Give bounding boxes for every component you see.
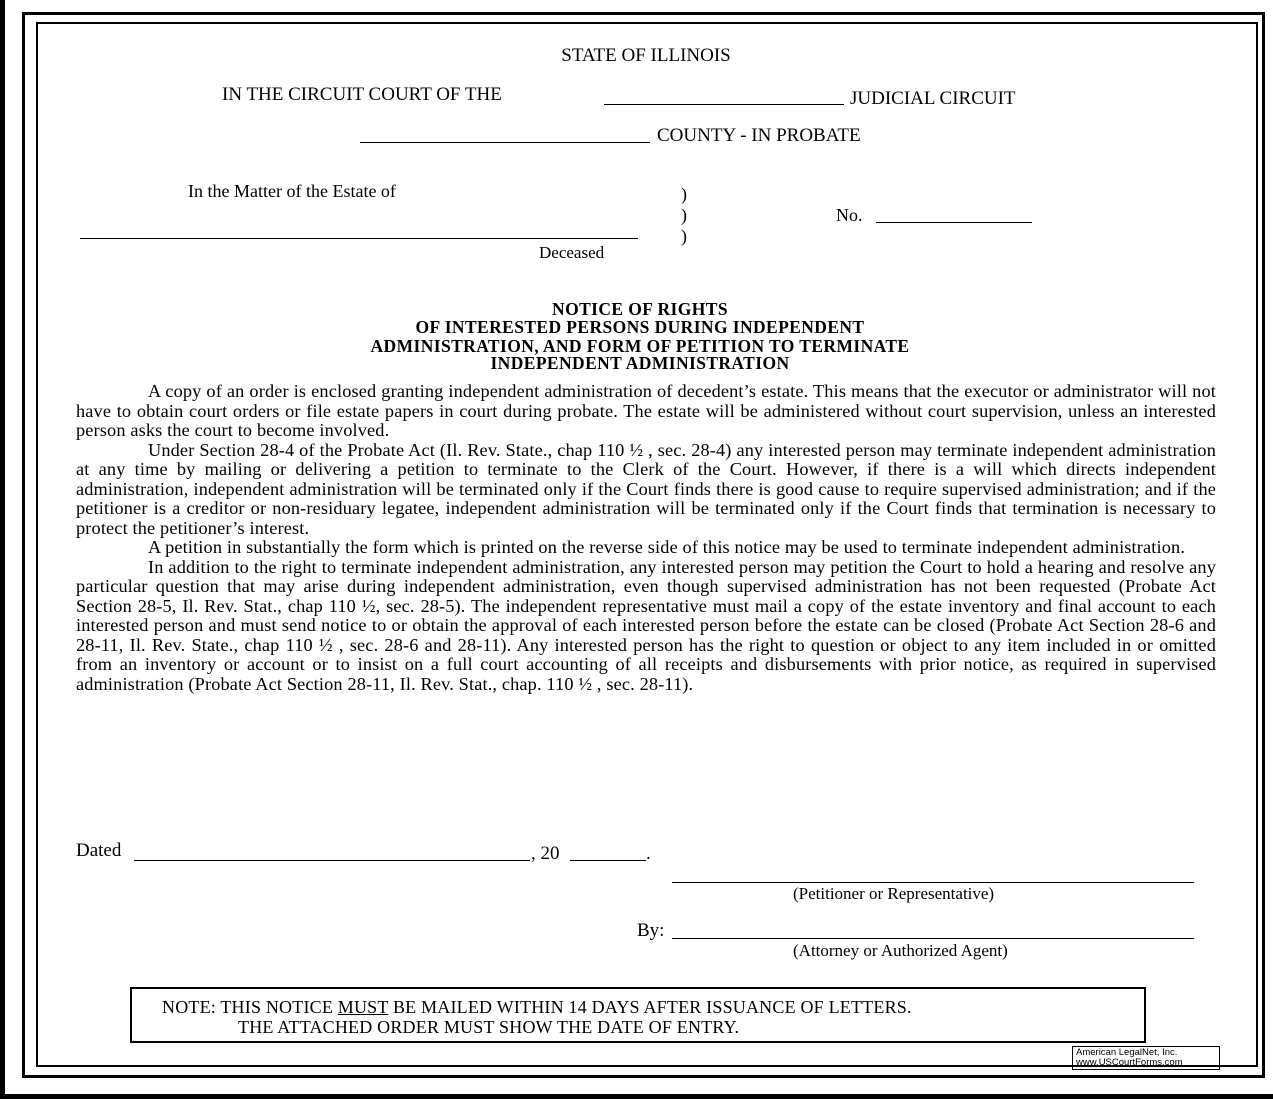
deceased-label: Deceased bbox=[539, 243, 605, 262]
case-number-label: No. bbox=[836, 205, 863, 225]
paragraph-additional-rights: In addition to the right to terminate independent administration, any interested person may petition the Court to hold a hearing and resolve any particular question that may arise during independent administration, even though supervised administration has not been requested (Probate Act Section 28-5, Il. Rev. Stat., chap 110 ½, sec. 28-5). The independent representative must mail a copy of the estate inventory and final account to each interested person and must send notice to or obtain the approval of each interested person before the estate can be closed (Probate Act Section 28-6 and 28-11, Il. Rev. State., chap 110 ½ , sec. 28-6 and 28-11). Any interested person has the right to question or object to any item included in or omitted from an inventory or account or to insist on a full court accounting of all receipts and disbursements with prior notice, as required in supervised administration (Probate Act Section 28-11, Il. Rev. Stat., chap. 110 ½ , sec. 28-11). bbox=[76, 556, 1216, 694]
scan-edge-left bbox=[0, 0, 5, 1099]
dated-label: Dated bbox=[76, 840, 122, 861]
note-line-1 bbox=[162, 997, 912, 1018]
caption-paren-1: ) bbox=[681, 184, 687, 204]
county-field[interactable] bbox=[360, 142, 650, 143]
caption-paren-2: ) bbox=[681, 205, 687, 225]
notice-title-line-1: NOTICE OF RIGHTS bbox=[552, 299, 728, 319]
note-must: MUST bbox=[337, 997, 389, 1017]
paragraph-independent-administration: A copy of an order is enclosed granting independent administration of decedent’s estate. This means that the executor or administrator will not have to obtain court orders or file estate papers in court during probate. The estate will be administered without court supervision, unless an interested person asks the court to become involved. bbox=[76, 381, 1216, 440]
scan-edge-bottom bbox=[0, 1094, 1273, 1099]
petitioner-signature-field[interactable] bbox=[672, 882, 1194, 883]
publisher-logo bbox=[1072, 1046, 1220, 1070]
estate-matter-label: In the Matter of the Estate of bbox=[188, 181, 396, 201]
notice-body bbox=[76, 382, 1216, 694]
note-prefix: NOTE: THIS NOTICE bbox=[162, 997, 334, 1017]
petitioner-label: (Petitioner or Representative) bbox=[793, 884, 995, 903]
judicial-circuit-field[interactable] bbox=[604, 104, 844, 105]
year-field[interactable] bbox=[570, 860, 646, 861]
caption-paren-3: ) bbox=[681, 226, 687, 246]
notice-title-line-3: ADMINISTRATION, AND FORM OF PETITION TO TERMINATE bbox=[370, 336, 910, 356]
paragraph-section-28-4: Under Section 28-4 of the Probate Act (Il. Rev. State., chap 110 ½ , sec. 28-4) any interested person may terminate independent administration at any time by mailing or delivering a petition to terminate to the Clerk of the Court. However, if there is a will which directs independent administration, independent administration will be terminated only if the Court finds there is good cause to require supervised administration; and if the petitioner is a creditor or non-residuary legatee, independent administration will be terminated only if the Court finds that termination is necessary to protect the petitioner’s interest. bbox=[76, 439, 1216, 538]
dated-period: . bbox=[646, 843, 651, 864]
dated-field[interactable] bbox=[134, 860, 530, 861]
year-prefix: , 20 bbox=[531, 843, 560, 864]
by-label: By: bbox=[637, 920, 665, 941]
note-suffix: BE MAILED WITHIN 14 DAYS AFTER ISSUANCE OF LETTERS. bbox=[392, 997, 912, 1017]
decedent-name-field[interactable] bbox=[80, 238, 638, 239]
county-label: COUNTY - IN PROBATE bbox=[657, 125, 861, 146]
mailing-note-box bbox=[130, 987, 1146, 1043]
publisher-name: American LegalNet, Inc. bbox=[1076, 1047, 1178, 1058]
notice-title-line-4: INDEPENDENT ADMINISTRATION bbox=[490, 353, 790, 373]
publisher-url: www.USCourtForms.com bbox=[1076, 1057, 1183, 1068]
paragraph-petition-form: A petition in substantially the form which is printed on the reverse side of this notice may be used to terminate independent administration. bbox=[148, 537, 1186, 557]
attorney-label: (Attorney or Authorized Agent) bbox=[793, 941, 1008, 960]
court-prefix: IN THE CIRCUIT COURT OF THE bbox=[222, 84, 502, 105]
judicial-circuit-label: JUDICIAL CIRCUIT bbox=[850, 88, 1016, 109]
state-heading: STATE OF ILLINOIS bbox=[561, 45, 731, 66]
attorney-signature-field[interactable] bbox=[672, 938, 1194, 939]
case-number-field[interactable] bbox=[876, 222, 1032, 223]
note-line-2: THE ATTACHED ORDER MUST SHOW THE DATE OF ENTRY. bbox=[238, 1017, 740, 1037]
notice-title-line-2: OF INTERESTED PERSONS DURING INDEPENDENT bbox=[415, 317, 865, 337]
